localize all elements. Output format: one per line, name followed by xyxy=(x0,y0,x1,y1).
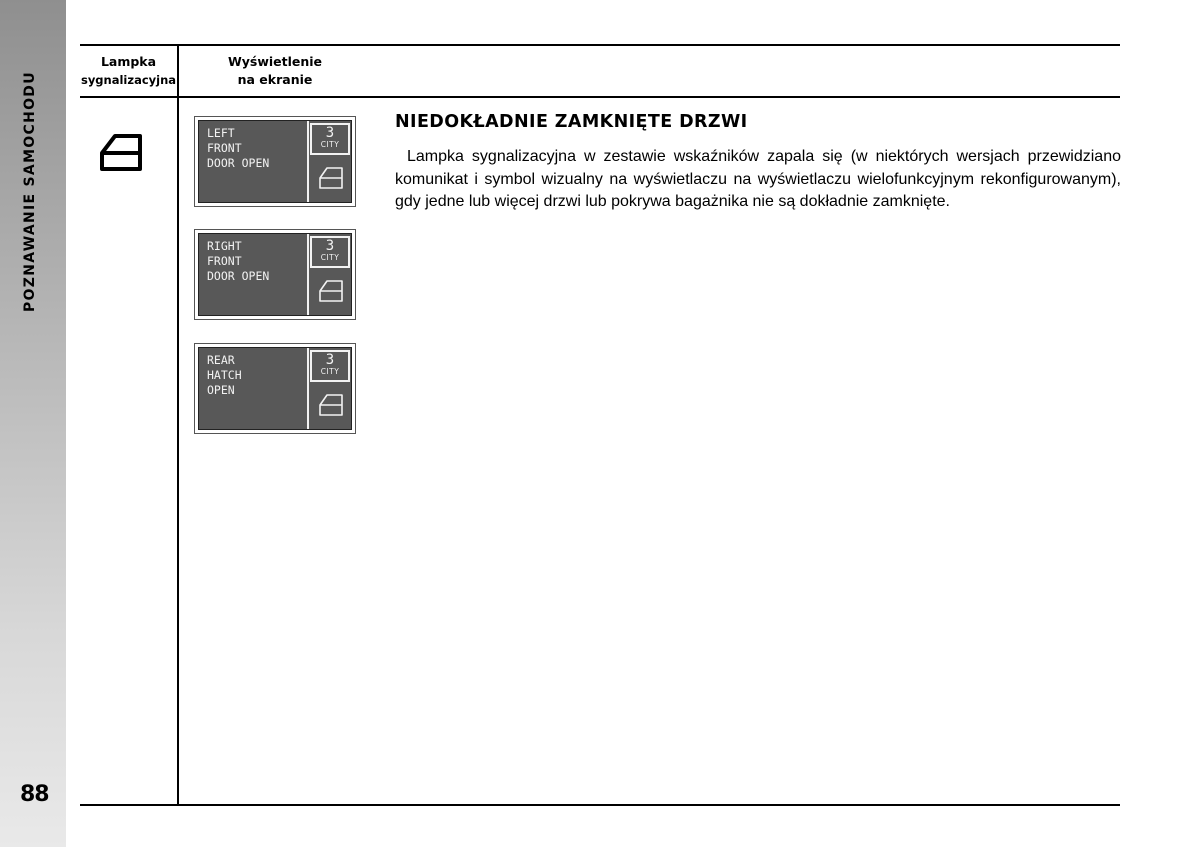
door-icon xyxy=(318,166,344,190)
gear-indicator xyxy=(310,350,350,382)
display-divider xyxy=(307,234,309,315)
display-divider xyxy=(307,348,309,429)
display-screen xyxy=(198,347,352,430)
display-panel xyxy=(194,343,356,434)
page-number: 88 xyxy=(20,782,49,807)
display-screen xyxy=(198,120,352,203)
section-body: Lampka sygnalizacyjna w zestawie wskaźników zapala się (w niektórych wersjach przewidziano komunikat i symbol wizualny na wyświetlaczu na wyświetlaczu wielofunkcyjnym rekonfigurowanym), gdy jedne lub więcej drzwi lub pokrywa bagażnika nie są dokładnie zamknięte. xyxy=(395,148,1121,210)
display-message xyxy=(207,126,269,171)
display-panel xyxy=(194,116,356,207)
header-lamp-line-2: sygnalizacyjna xyxy=(80,73,177,87)
drive-mode: CITY xyxy=(320,140,340,149)
display-panel xyxy=(194,229,356,320)
table-top-rule xyxy=(80,44,1120,46)
display-message xyxy=(207,239,269,284)
header-display xyxy=(200,53,350,89)
door-icon xyxy=(318,393,344,417)
display-message-line: FRONT xyxy=(207,254,242,268)
table-header-rule xyxy=(80,96,1120,98)
gear-indicator xyxy=(310,236,350,268)
display-message-line: LEFT xyxy=(207,126,235,140)
display-message-line: FRONT xyxy=(207,141,242,155)
display-message-line: OPEN xyxy=(207,383,235,397)
header-lamp-line-1: Lampka xyxy=(100,54,157,69)
gear-number: 3 xyxy=(325,352,335,368)
drive-mode: CITY xyxy=(320,253,340,262)
display-message-line: DOOR OPEN xyxy=(207,156,270,170)
gear-number: 3 xyxy=(325,238,335,254)
chapter-title: POZNAWANIE SAMOCHODU xyxy=(22,71,38,312)
display-message xyxy=(207,353,242,398)
header-display-line-2: na ekranie xyxy=(237,72,313,87)
display-message-line: HATCH xyxy=(207,368,242,382)
display-screen xyxy=(198,233,352,316)
display-divider xyxy=(307,121,309,202)
display-message-line: REAR xyxy=(207,353,235,367)
section-title: NIEDOKŁADNIE ZAMKNIĘTE DRZWI xyxy=(395,112,748,132)
table-bottom-rule xyxy=(80,804,1120,806)
display-message-line: DOOR OPEN xyxy=(207,269,270,283)
door-open-icon xyxy=(98,130,144,174)
header-display-line-1: Wyświetlenie xyxy=(227,54,323,69)
header-lamp xyxy=(80,53,177,89)
table-column-divider xyxy=(177,45,179,806)
gear-number: 3 xyxy=(325,125,335,141)
door-icon xyxy=(318,279,344,303)
drive-mode: CITY xyxy=(320,367,340,376)
display-message-line: RIGHT xyxy=(207,239,242,253)
gear-indicator xyxy=(310,123,350,155)
